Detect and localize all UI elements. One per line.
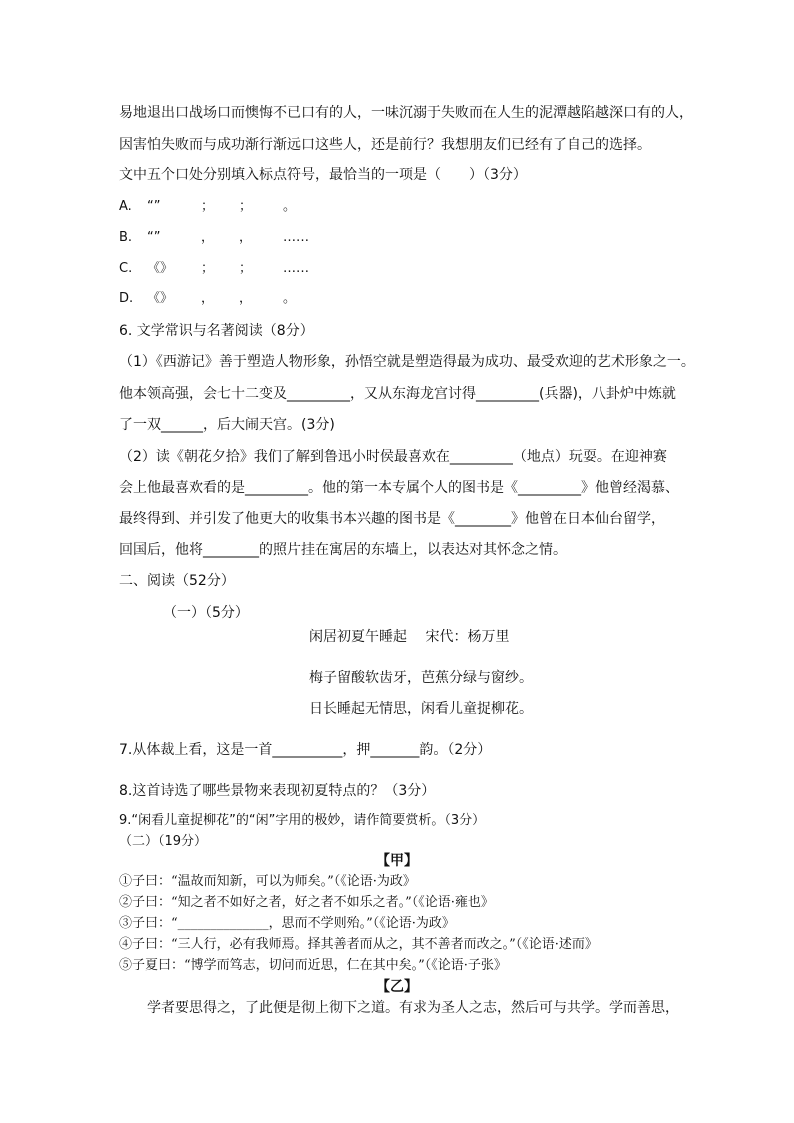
q6-p2-line2: 会上他最喜欢看的是_________。他的第一本专属个人的图书是《_________》他曾经渴慕、: [119, 480, 679, 496]
q5-question: 文中五个口处分别填入标点符号，最恰当的一项是（ ）（3分）: [119, 167, 527, 183]
poem-title: 闲居初夏午睡起 宋代：杨万里: [309, 629, 510, 645]
q6-p1-line3: 了一双______，后大闹天宫。(3分): [119, 417, 335, 433]
q6-p2-line4: 回国后，他将________的照片挂在寓居的东墙上，以表达对其怀念之情。: [119, 542, 567, 558]
jia-item: ④子曰：“三人行，必有我师焉。择其善者而从之，其不善者而改之。”（《论语·述而》: [119, 937, 598, 952]
option-label: B.: [119, 230, 133, 245]
jia-item: ⑤子夏曰：“博学而笃志，切问而近思，仁在其中矣。”（《论语·子张》: [119, 958, 507, 973]
q5-option-d[interactable]: [119, 290, 419, 308]
q5-option-a[interactable]: [119, 198, 419, 216]
question-8: 8.这首诗选了哪些景物来表现初夏特点的？（3分）: [119, 783, 436, 799]
option-mark: “”: [147, 199, 161, 214]
option-label: C.: [119, 261, 133, 276]
option-mark: ；: [201, 261, 215, 276]
jia-item: ②子曰：“知之者不如好之者，好之者不如乐之者。”（《论语·雍也》: [119, 895, 494, 910]
option-mark: ，: [201, 230, 215, 245]
option-mark: 《》: [147, 291, 174, 306]
option-mark: “”: [147, 230, 161, 245]
yi-line1: 学者要思得之，了此便是彻上彻下之道。有求为圣人之志，然后可与共学。学而善思，: [147, 1000, 679, 1016]
q5-option-b[interactable]: [119, 229, 419, 247]
section-two-heading: （二）（19分）: [119, 834, 208, 849]
option-mark: ，: [239, 230, 253, 245]
q6-p2-line1: （2）读《朝花夕拾》我们了解到鲁迅小时侯最喜欢在_________（地点）玩耍。在迎神赛: [119, 449, 667, 465]
question-9: 9.“闲看儿童捉柳花”的“闲”字用的极妙，请作简要赏析。（3分）: [119, 813, 486, 828]
q5-text-line2: 因害怕失败而与成功渐行渐远口这些人，还是前行？我想朋友们已经有了自己的选择。: [119, 137, 651, 153]
q5-text-line1: 易地退出口战场口而懊悔不已口有的人，一味沉溺于失败而在人生的泥潭越陷越深口有的人，: [119, 105, 693, 121]
option-mark: 。: [283, 199, 297, 214]
yi-heading: 【乙】: [376, 979, 418, 995]
q6-p2-line3: 最终得到、并引发了他更大的收集书本兴趣的图书是《________》他曾在日本仙台留学，: [119, 511, 665, 527]
reading-heading: 二、阅读（52分）: [119, 573, 235, 589]
jia-item: ①子曰：“温故而知新，可以为师矣。”（《论语·为政》: [119, 874, 416, 889]
option-mark: ；: [239, 199, 253, 214]
option-mark: ；: [201, 199, 215, 214]
option-mark: 《》: [147, 261, 174, 276]
q5-option-c[interactable]: [119, 260, 419, 278]
poem-line-1: 梅子留酸软齿牙，芭蕉分绿与窗纱。: [309, 670, 533, 686]
option-label: A.: [119, 199, 132, 214]
q6-p1-line1: （1）《西游记》善于塑造人物形象，孙悟空就是塑造得最为成功、最受欢迎的艺术形象之一。: [119, 354, 695, 370]
q6-p1-line2: 他本领高强，会七十二变及_________，又从东海龙宫讨得_________(兵器)，八卦炉中炼就: [119, 386, 676, 402]
option-mark: ……: [283, 261, 309, 276]
option-mark: 。: [283, 291, 297, 306]
option-mark: ，: [201, 291, 215, 306]
jia-item: ③子曰：“______________，思而不学则殆。”（《论语·为政》: [119, 916, 455, 931]
option-mark: ；: [239, 261, 253, 276]
option-label: D.: [119, 291, 134, 306]
jia-heading: 【甲】: [376, 853, 418, 869]
section-one-heading: （一）（5分）: [163, 605, 249, 621]
question-7: 7.从体裁上看，这是一首__________，押_______韵。（2分）: [119, 742, 492, 758]
poem-line-2: 日长睡起无情思，闲看儿童捉柳花。: [309, 701, 533, 717]
q6-heading: 6. 文学常识与名著阅读（8分）: [119, 323, 314, 339]
option-mark: ……: [283, 230, 309, 245]
option-mark: ，: [239, 291, 253, 306]
